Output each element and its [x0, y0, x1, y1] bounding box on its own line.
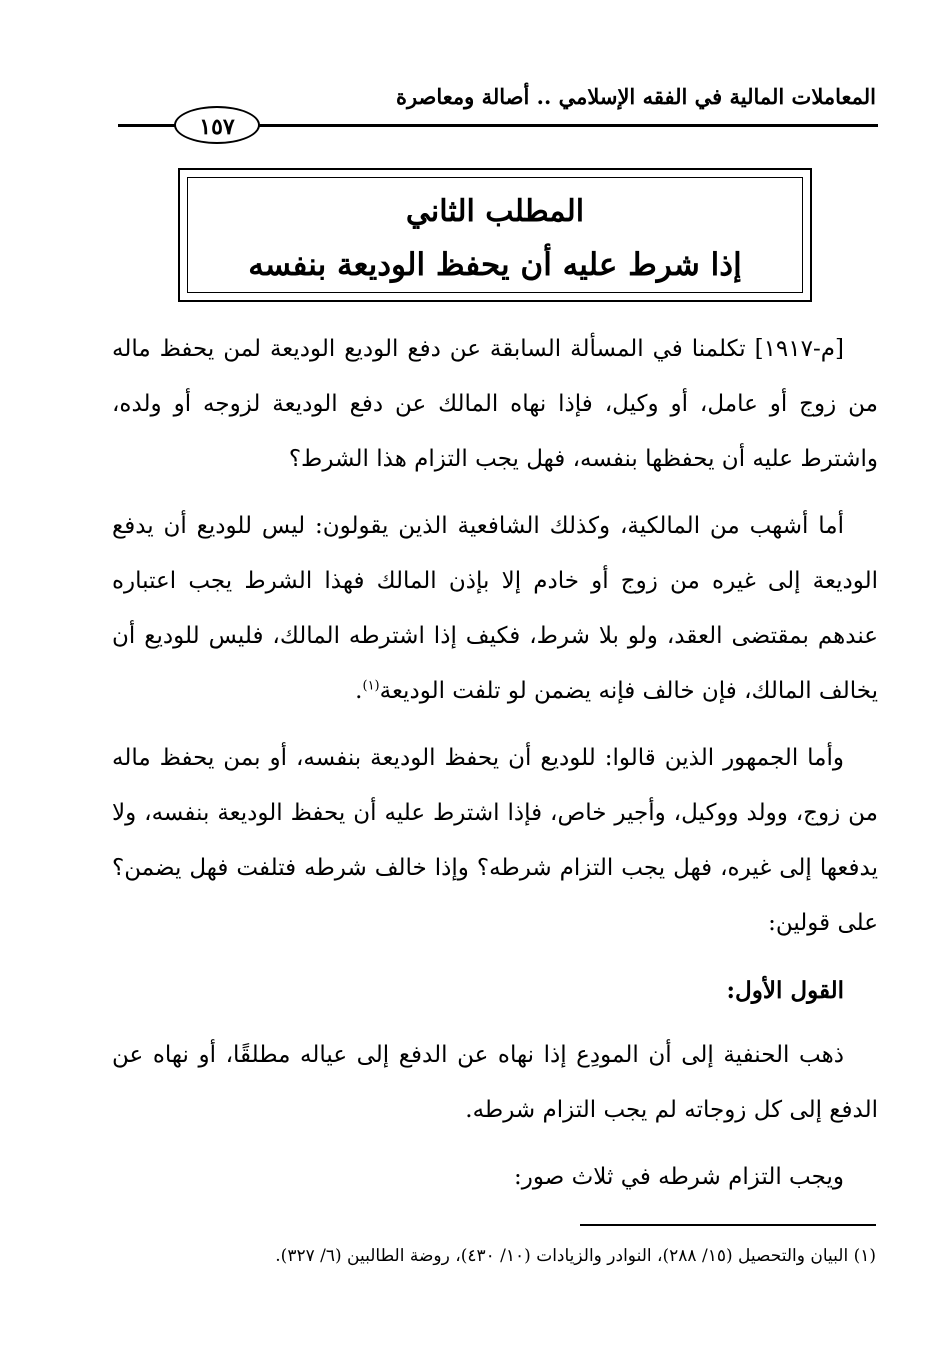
paragraph-4: ذهب الحنفية إلى أن المودِع إذا نهاه عن الدفع إلى عياله مطلقًا، أو نهاه عن الدفع إلى كل زوجاته لم يجب التزام شرطه. — [112, 1042, 878, 1123]
paragraph-2-text: أما أشهب من المالكية، وكذلك الشافعية الذين يقولون: ليس للوديع أن يدفع الوديعة إلى غيره من زوج أو خادم إلا بإذن المالك فهذا الشرط يجب اعتباره عندهم بمقتضى العقد، ولو بلا شرط، فكيف إذا اشترطه المالك، فليس للوديع أن يخالف المالك، فإن خالف فإنه يضمن لو تلفت الوديعة — [112, 513, 878, 704]
paragraph-2 — [112, 499, 878, 719]
section-title-frame — [178, 168, 812, 302]
footnote-rule — [580, 1224, 876, 1226]
page-number: ١٥٧ — [174, 106, 260, 144]
running-header: المعاملات المالية في الفقه الإسلامي .. أصالة ومعاصرة — [395, 84, 876, 109]
section-subtitle: إذا شرط عليه أن يحفظ الوديعة بنفسه — [248, 247, 742, 283]
paragraph-3: وأما الجمهور الذين قالوا: للوديع أن يحفظ الوديعة بنفسه، أو بمن يحفظ ماله من زوج، وولد ووكيل، وأجير خاص، فإذا اشترط عليه أن يحفظ الوديعة بنفسه، ولا يدفعها إلى غيره، فهل يجب التزام شرطه؟ وإذا خالف شرطه فتلفت فهل يضمن؟ على قولين: — [112, 745, 878, 936]
body-text — [112, 322, 878, 1217]
section-title: المطلب الثاني — [405, 194, 585, 229]
footnote-reference: (١) — [362, 678, 380, 694]
paragraph-2-end: . — [355, 678, 363, 704]
footnote: (١) البيان والتحصيل (١٥/ ٢٨٨)، النوادر والزيادات (١٠/ ٤٣٠)، روضة الطالبين (٦/ ٣٢٧). — [275, 1246, 876, 1266]
paragraph-1: [م-١٩١٧] تكلمنا في المسألة السابقة عن دفع الوديع الوديعة لمن يحفظ ماله من زوج أو عامل، أو وكيل، فإذا نهاه المالك عن دفع الوديعة لزوجه أو ولده، واشترط عليه أن يحفظها بنفسه، فهل يجب التزام هذا الشرط؟ — [112, 336, 878, 472]
subheading-first-opinion: القول الأول: — [726, 977, 844, 1004]
paragraph-5: ويجب التزام شرطه في ثلاث صور: — [514, 1164, 844, 1190]
